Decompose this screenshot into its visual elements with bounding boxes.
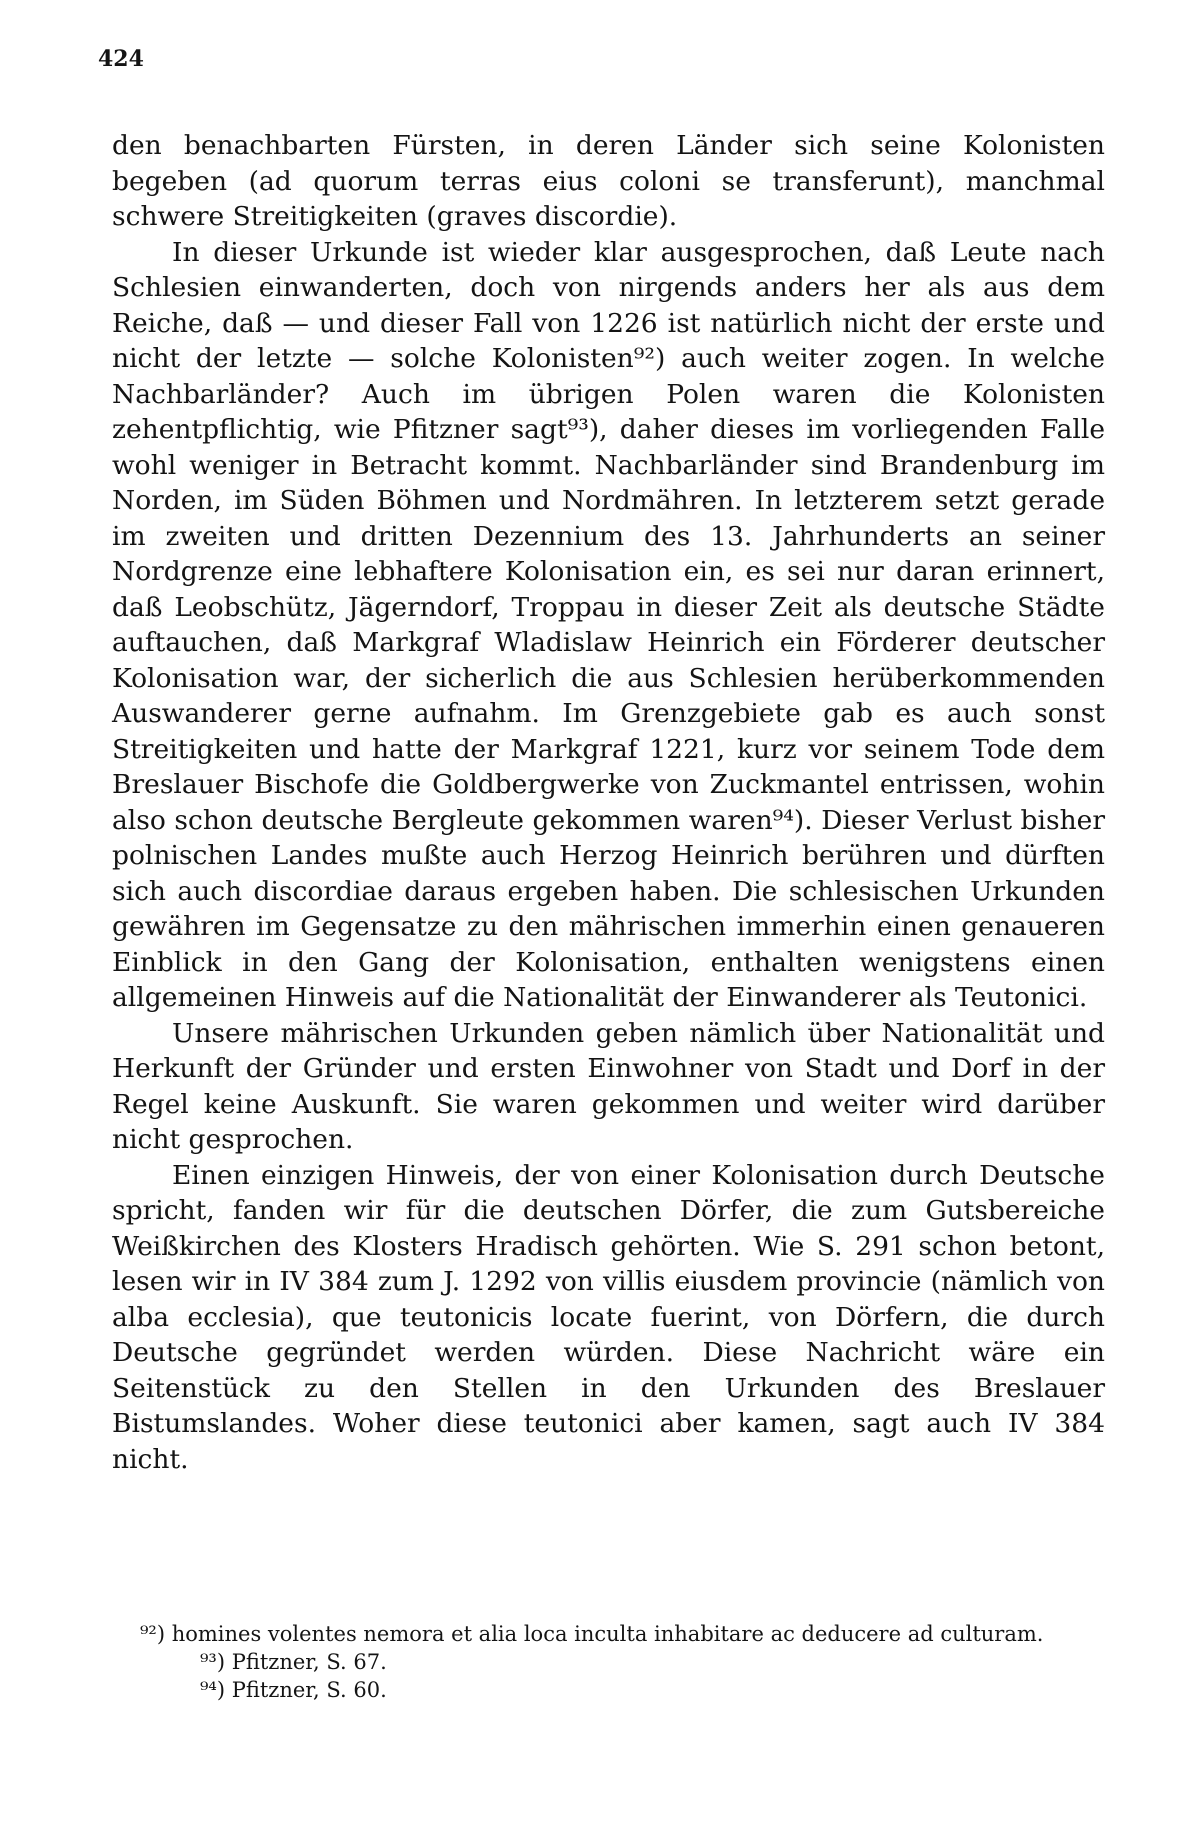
footnote: ⁹³) Pfitzner, S. 67. xyxy=(200,1650,387,1674)
paragraph: Unsere mährischen Urkunden geben nämlich über Nationalität und Herkunft der Gründer und ersten Einwohner von Stadt und Dorf in der Regel keine Auskunft. Sie waren gekommen und weiter wird darüber nicht gesprochen. xyxy=(112,1017,1105,1155)
footnote: ⁹⁴) Pfitzner, S. 60. xyxy=(200,1678,387,1702)
footnotes xyxy=(140,1620,1105,1704)
body-text xyxy=(112,128,1105,1477)
paragraph: Einen einzigen Hinweis, der von einer Kolonisation durch Deutsche spricht, fanden wir für die deutschen Dörfer, die zum Gutsbereiche Weißkirchen des Klosters Hradisch gehörten. Wie S. 291 schon betont, lesen wir in IV 384 zum J. 1292 von villis eiusdem provincie (nämlich von alba ecclesia), que teutonicis locate fuerint, von Dörfern, die durch Deutsche gegründet werden würden. Diese Nachricht wäre ein Seitenstück zu den Stellen in den Urkunden des Breslauer Bistumslandes. Woher diese teutonici aber kamen, sagt auch IV 384 nicht. xyxy=(112,1159,1105,1475)
paragraph: In dieser Urkunde ist wieder klar ausgesprochen, daß Leute nach Schlesien einwanderten, doch von nirgends anders her als aus dem Reiche, daß — und dieser Fall von 1226 ist natürlich nicht der erste und nicht der letzte — solche Kolonisten⁹²) auch weiter zogen. In welche Nachbarländer? Auch im übrigen Polen waren die Kolonisten zehentpflichtig, wie Pfitzner sagt⁹³), daher dieses im vorliegenden Falle wohl weniger in Betracht kommt. Nachbarländer sind Brandenburg im Norden, im Süden Böhmen und Nordmähren. In letzterem setzt gerade im zweiten und dritten Dezennium des 13. Jahrhunderts an seiner Nordgrenze eine lebhaftere Kolonisation ein, es sei nur daran erinnert, daß Leobschütz, Jägerndorf, Troppau in dieser Zeit als deutsche Städte auftauchen, daß Markgraf Wladislaw Heinrich ein Förderer deutscher Kolonisation war, der sicherlich die aus Schlesien herüberkommenden Auswanderer gerne aufnahm. Im Grenzgebiete gab es auch sonst Streitigkeiten und hatte der Markgraf 1221, kurz vor seinem Tode dem Breslauer Bischofe die Goldbergwerke von Zuckmantel entrissen, wohin also schon deutsche Bergleute gekommen waren⁹⁴). Dieser Verlust bisher polnischen Landes mußte auch Herzog Heinrich berühren und dürften sich auch discordiae daraus ergeben haben. Die schlesischen Urkunden gewähren im Gegensatze zu den mährischen immerhin einen genaueren Einblick in den Gang der Kolonisation, enthalten wenigstens einen allgemeinen Hinweis auf die Nationalität der Einwanderer als Teutonici. xyxy=(112,236,1105,1013)
footnote: ⁹²) homines volentes nemora et alia loca inculta inhabitare ac deducere ad culturam. xyxy=(140,1622,1044,1646)
page-number: 424 xyxy=(98,46,144,72)
paragraph: den benachbarten Fürsten, in deren Länder sich seine Kolonisten begeben (ad quorum terras eius coloni se transferunt), manchmal schwere Streitigkeiten (graves discordie). xyxy=(112,130,1105,232)
